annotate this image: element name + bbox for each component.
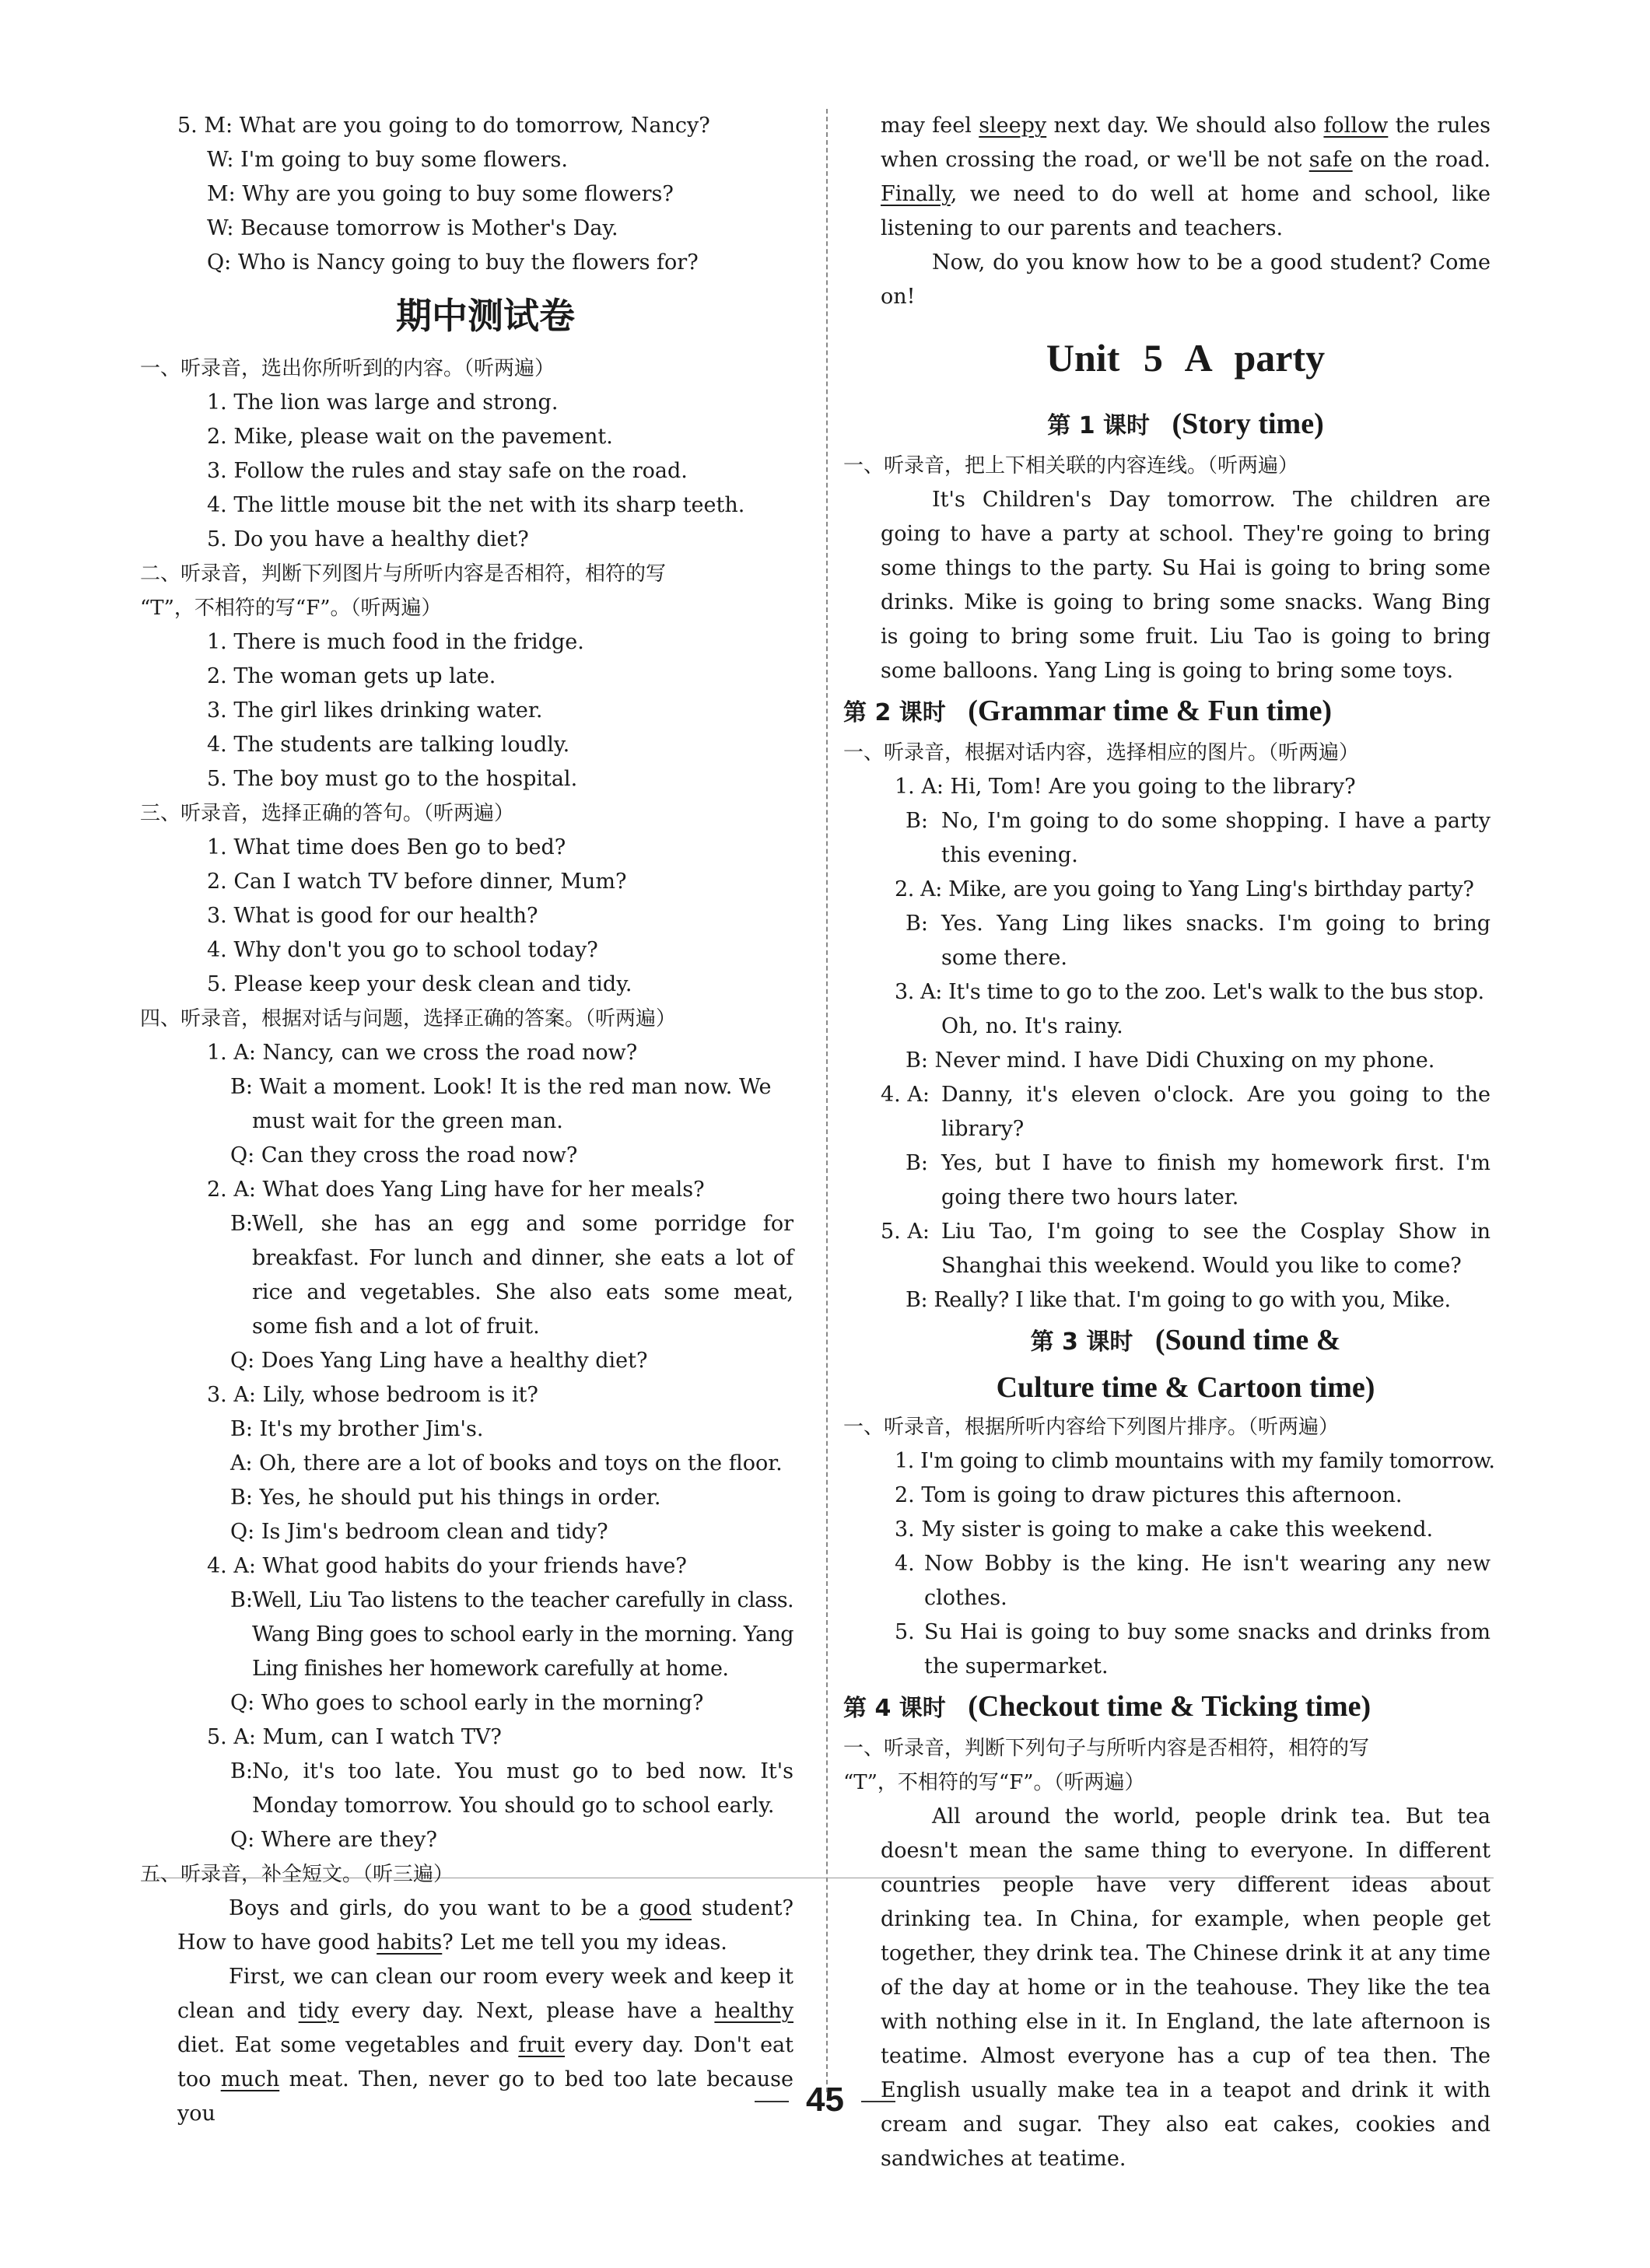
- text-run: student? How to have good: [177, 1896, 793, 1955]
- filled-blank: follow: [1323, 114, 1389, 138]
- dialogue-line: [881, 907, 1491, 975]
- text-run: Boys and girls, do you want to be a: [229, 1896, 639, 1920]
- section-header: 一、听录音，把上下相关联的内容连线。（听两遍）: [843, 454, 1299, 478]
- item-number: 5.: [895, 1620, 915, 1644]
- item-text: Su Hai is going to buy some snacks and drinks from the supermarket.: [924, 1620, 1491, 1678]
- list-item: 1. I'm going to climb mountains with my family tomorrow.: [895, 1449, 1495, 1473]
- page-number-text: 45: [806, 2081, 844, 2119]
- unit-title: Unit 5 A party: [1046, 336, 1326, 380]
- text-run: diet. Eat some vegetables and: [177, 2033, 519, 2057]
- item-number: 4.: [895, 1552, 915, 1576]
- speaker-label: B:: [230, 1759, 253, 1783]
- speaker-label: B:: [906, 912, 928, 936]
- filled-blank: safe: [1308, 148, 1353, 172]
- dialogue-line: Q: Can they cross the road now?: [230, 1143, 578, 1167]
- list-item: 3. Follow the rules and stay safe on the road.: [207, 459, 688, 483]
- dialogue-line: W: Because tomorrow is Mother's Day.: [207, 216, 618, 240]
- closing-paragraph: Now, do you know how to be a good student? Come on!: [881, 250, 1491, 309]
- dialogue-line: must wait for the green man.: [252, 1109, 563, 1133]
- lesson-3-title: [881, 1318, 1491, 1365]
- lesson-name: (Story time): [1172, 408, 1324, 440]
- dialogue-line: 1. A: Hi, Tom! Are you going to the library?: [895, 775, 1356, 799]
- list-item: 4. The students are talking loudly.: [207, 733, 570, 757]
- lesson-number: 第 2 课时: [843, 699, 946, 726]
- midterm-test-title: 期中测试卷: [396, 295, 575, 337]
- dialogue-line: Q: Does Yang Ling have a healthy diet?: [230, 1349, 648, 1373]
- dialogue-line: A: Oh, there are a lot of books and toys on the floor.: [230, 1451, 783, 1475]
- dialogue-line: 3. A: It's time to go to the zoo. Let's walk to the bus stop.: [895, 980, 1484, 1004]
- lesson-number: 第 1 课时: [1047, 412, 1151, 439]
- dialogue-line: Oh, no. It's rainy.: [941, 1014, 1123, 1038]
- lesson-number: 第 4 课时: [843, 1695, 946, 1722]
- listening-q5-dialogue: [177, 109, 793, 280]
- section-header-cont: “T”，不相符的写“F”。（听两遍）: [843, 1771, 1145, 1794]
- dialogue-line: Q: Is Jim's bedroom clean and tidy?: [230, 1520, 608, 1544]
- dialogue-line: M: Why are you going to buy some flowers?: [207, 182, 674, 206]
- speaker-label: 5. A:: [881, 1220, 930, 1244]
- dialogue-text: Danny, it's eleven o'clock. Are you going to the library?: [941, 1083, 1491, 1141]
- list-item: [881, 1615, 1491, 1684]
- decorative-dash: [755, 2101, 789, 2102]
- text-run: every day. Don't eat too: [177, 2033, 793, 2091]
- dialogue-line: 5. M: What are you going to do tomorrow, Nancy?: [177, 114, 710, 138]
- list-item: 2. Mike, please wait on the pavement.: [207, 425, 613, 449]
- list-item: 2. Can I watch TV before dinner, Mum?: [207, 870, 627, 894]
- dialogue-line: 5. A: Mum, can I watch TV?: [207, 1725, 502, 1749]
- dialogue-line: Q: Where are they?: [230, 1828, 437, 1852]
- dialogue-text: No, it's too late. You must go to bed now. It's Monday tomorrow. You should go to school early.: [252, 1759, 793, 1818]
- dialogue-line: B: Never mind. I have Didi Chuxing on my phone.: [906, 1048, 1435, 1073]
- dialogue-text: Yes, but I have to finish my homework first. I'm going there two hours later.: [941, 1151, 1491, 1209]
- dialogue-line: B: Yes, he should put his things in order.: [230, 1486, 661, 1510]
- speaker-label: B:: [230, 1588, 253, 1612]
- list-item: 1. There is much food in the fridge.: [207, 630, 584, 654]
- section-header-2: 二、听录音，判断下列图片与所听内容是否相符，相符的写: [140, 562, 667, 586]
- dialogue-line: [177, 1207, 793, 1344]
- section-header-5: 五、听录音，补全短文。（听三遍）: [140, 1863, 454, 1886]
- section-header-1: 一、听录音，选出你所听到的内容。（听两遍）: [140, 357, 555, 380]
- dialogue-text: Liu Tao, I'm going to see the Cosplay Show in Shanghai this weekend. Would you like to come?: [941, 1220, 1491, 1278]
- dialogue-line: B: Wait a moment. Look! It is the red man now. We: [230, 1075, 772, 1099]
- list-item: 3. The girl likes drinking water.: [207, 698, 543, 723]
- section-header-2-cont: “T”，不相符的写“F”。（听两遍）: [140, 597, 442, 620]
- dialogue-text: Well, Liu Tao listens to the teacher carefully in class. Wang Bing goes to school early in the morning. Yang Ling finishes her homework carefully at home.: [252, 1588, 793, 1681]
- speaker-label: B:: [906, 809, 928, 833]
- page-number: [0, 2083, 1650, 2117]
- item-text: Now Bobby is the king. He isn't wearing any new clothes.: [924, 1552, 1491, 1610]
- left-column: [140, 109, 793, 2131]
- dialogue-line: 1. A: Nancy, can we cross the road now?: [207, 1041, 638, 1065]
- dialogue-line: B: It's my brother Jim's.: [230, 1417, 484, 1441]
- filled-blank: healthy: [714, 1999, 793, 2023]
- dialogue-line: 4. A: What good habits do your friends have?: [207, 1554, 687, 1578]
- filled-blank: habits: [377, 1930, 443, 1955]
- dialogue-line: 2. A: Mike, are you going to Yang Ling's birthday party?: [895, 877, 1474, 901]
- dialogue-line: [881, 804, 1491, 873]
- section-header: 一、听录音，判断下列句子与所听内容是否相符，相符的写: [843, 1737, 1370, 1760]
- decorative-dash: [861, 2101, 895, 2102]
- dialogue-line: [177, 1755, 793, 1823]
- list-item: 3. What is good for our health?: [207, 904, 538, 928]
- section-header-3: 三、听录音，选择正确的答句。（听两遍）: [140, 802, 515, 825]
- list-item: 5. Do you have a healthy diet?: [207, 527, 529, 551]
- list-item: 5. Please keep your desk clean and tidy.: [207, 972, 632, 996]
- speaker-label: B:: [906, 1151, 928, 1175]
- section-header-4: 四、听录音，根据对话与问题，选择正确的答案。（听两遍）: [140, 1007, 677, 1031]
- dialogue-text: Yes. Yang Ling likes snacks. I'm going to bring some there.: [941, 912, 1491, 970]
- dialogue-line: [881, 1215, 1491, 1283]
- list-item: 1. The lion was large and strong.: [207, 390, 559, 415]
- text-run: meat. Then, never go to bed too late because you: [177, 2067, 793, 2126]
- lesson-3-title-cont: Culture time & Cartoon time): [996, 1371, 1375, 1404]
- text-run: next day. We should also: [1046, 114, 1324, 138]
- lesson-2-title: [843, 688, 1491, 736]
- text-run: First, we can clean our room every week and keep it clean and: [177, 1965, 793, 2023]
- right-column: [843, 109, 1495, 2176]
- dialogue-text: Well, she has an egg and some porridge for breakfast. For lunch and dinner, she eats a lot of rice and vegetables. She also eats some meat, some fish and a lot of fruit.: [252, 1212, 793, 1339]
- list-item: 2. The woman gets up late.: [207, 664, 496, 688]
- listening-passage: It's Children's Day tomorrow. The children are going to have a party at school. They're going to bring some things to the party. Su Hai is going to bring some drinks. Mike is going to bring some snacks. Wang Bing is going to bring some fruit. Liu Tao is going to bring some balloons. Yang Ling is going to bring some toys.: [881, 488, 1491, 683]
- filled-blank: fruit: [518, 2033, 566, 2057]
- dialogue-line: 2. A: What does Yang Ling have for her meals?: [207, 1178, 705, 1202]
- dialogue-text: No, I'm going to do some shopping. I have a party this evening.: [941, 809, 1491, 867]
- text-run: the rules when crossing the road, or we'll be not: [881, 114, 1491, 172]
- dialogue-line: B: Really? I like that. I'm going to go with you, Mike.: [906, 1288, 1451, 1312]
- text-run: , we need to do well at home and school, like listening to our parents and teachers.: [881, 182, 1491, 240]
- cloze-paragraph: [177, 1892, 793, 1960]
- dialogue-line: [881, 1078, 1491, 1146]
- dialogue-line: [881, 1146, 1491, 1215]
- dialogue-line: Q: Who goes to school early in the morning?: [230, 1691, 704, 1715]
- section-header: 一、听录音，根据对话内容，选择相应的图片。（听两遍）: [843, 741, 1360, 765]
- column-divider: [826, 109, 828, 2092]
- filled-blank: good: [639, 1896, 692, 1920]
- speaker-label: B:: [230, 1212, 253, 1236]
- speaker-label: 4. A:: [881, 1083, 930, 1107]
- lesson-name: (Grammar time & Fun time): [968, 695, 1333, 727]
- cloze-paragraph-cont: [881, 109, 1491, 246]
- lesson-4-title: [843, 1684, 1491, 1731]
- dialogue-line: [177, 1584, 793, 1686]
- dialogue-line: W: I'm going to buy some flowers.: [207, 148, 568, 172]
- list-item: 5. The boy must go to the hospital.: [207, 767, 578, 791]
- dialogue-line: 3. A: Lily, whose bedroom is it?: [207, 1383, 538, 1407]
- list-item: 4. The little mouse bit the net with its sharp teeth.: [207, 493, 745, 517]
- lesson-name: (Sound time &: [1154, 1324, 1341, 1356]
- lesson-number: 第 3 课时: [1030, 1328, 1133, 1356]
- filled-blank: tidy: [298, 1999, 339, 2023]
- list-item: 4. Why don't you go to school today?: [207, 938, 598, 962]
- list-item: 3. My sister is going to make a cake this weekend.: [895, 1517, 1434, 1542]
- lesson-1-title: [881, 401, 1491, 449]
- filled-blank: much: [220, 2067, 280, 2091]
- list-item: [881, 1547, 1491, 1615]
- list-item: 1. What time does Ben go to bed?: [207, 835, 566, 859]
- filled-blank: sleepy: [979, 114, 1047, 138]
- text-run: every day. Next, please have a: [338, 1999, 715, 2023]
- listening-passage: All around the world, people drink tea. But tea doesn't mean the same thing to everyone. In different countries people have very different ideas about drinking tea. In China, for example, when people get together, they drink tea. The Chinese drink it at any time of the day at home or in the teahouse. They like the tea with nothing else in it. In England, the late afternoon is teatime. Almost everyone has a cup of tea then. The English usually make tea in a teapot and drink it with cream and sugar. They also eat cakes, cookies and sandwiches at teatime.: [881, 1804, 1491, 2171]
- text-run: may feel: [881, 114, 979, 138]
- filled-blank: Finally: [881, 182, 951, 206]
- section-header: 一、听录音，根据所听内容给下列图片排序。（听两遍）: [843, 1416, 1340, 1439]
- list-item: 2. Tom is going to draw pictures this afternoon.: [895, 1483, 1403, 1507]
- text-run: on the road.: [1352, 148, 1491, 172]
- text-run: ? Let me tell you my ideas.: [442, 1930, 727, 1955]
- dialogue-line: Q: Who is Nancy going to buy the flowers for?: [207, 250, 699, 275]
- lesson-name: (Checkout time & Ticking time): [968, 1690, 1371, 1723]
